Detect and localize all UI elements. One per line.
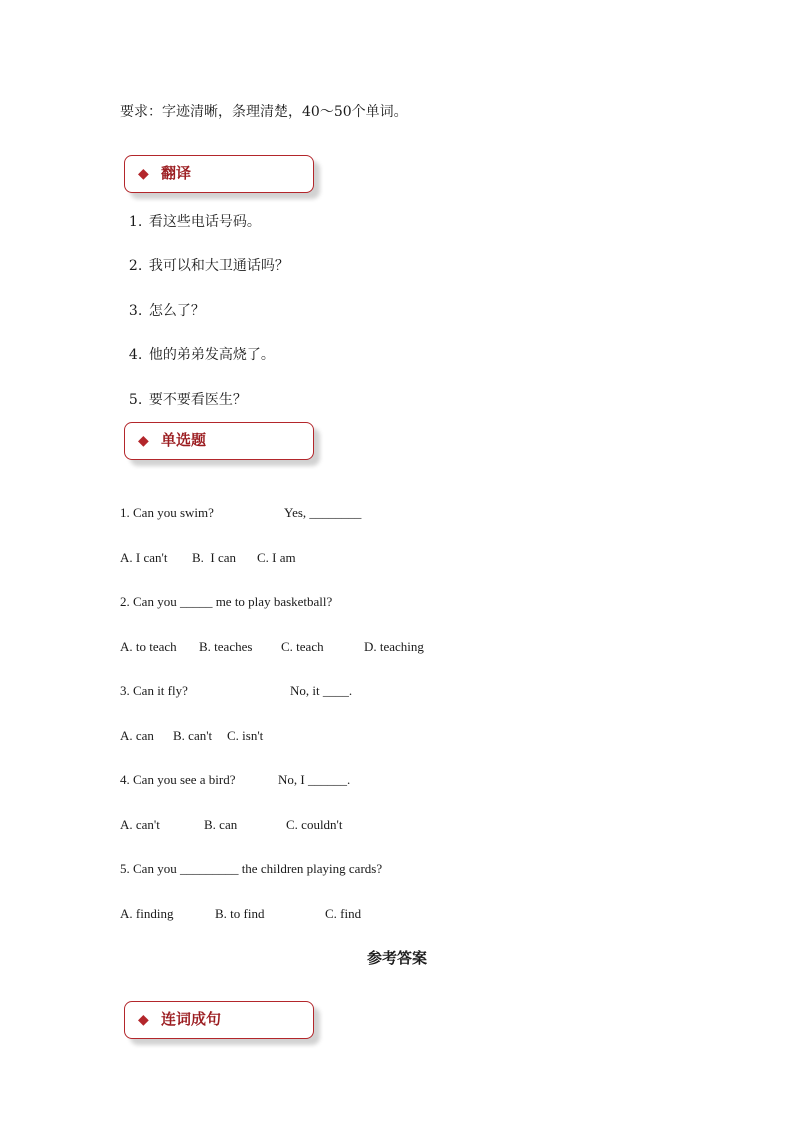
section-title: 单选题 — [161, 431, 207, 449]
item-number: 1. — [128, 214, 143, 230]
translation-item — [120, 325, 275, 365]
translation-item — [120, 281, 205, 321]
option-b: B. to find — [215, 906, 265, 921]
section-title: 翻译 — [161, 164, 192, 182]
item-number: 3. — [128, 303, 143, 319]
question-2 — [120, 593, 333, 629]
item-text: 我可以和大卫通话吗？ — [148, 258, 289, 274]
requirement-text: 要求：字迹清晰，条理清楚，40～50个单词。 — [120, 104, 408, 120]
item-text: 他的弟弟发高烧了。 — [148, 347, 275, 363]
section-title: 连词成句 — [161, 1010, 222, 1028]
option-c: C. teach — [281, 639, 324, 654]
diamond-icon: ◆ — [138, 433, 149, 449]
option-a: A. I can't — [120, 550, 168, 565]
answer-heading: 参考答案 — [366, 949, 427, 967]
item-number: 5. — [128, 392, 143, 408]
question-text: 2. Can you _____ me to play basketball? — [120, 594, 333, 609]
question-text: 1. Can you swim? — [120, 505, 214, 520]
diamond-icon: ◆ — [138, 166, 149, 182]
option-a: A. to teach — [120, 639, 177, 654]
option-b: B. can't — [173, 728, 213, 743]
option-b: B. can — [204, 817, 238, 832]
question-text: 5. Can you _________ the children playing cards? — [120, 861, 383, 876]
option-a: A. finding — [120, 906, 174, 921]
diamond-icon: ◆ — [138, 1012, 149, 1028]
translation-item — [120, 370, 247, 410]
option-d: D. teaching — [364, 639, 424, 654]
section-header-word-order — [124, 1001, 314, 1039]
translation-item — [120, 236, 289, 276]
option-c: C. isn't — [227, 728, 264, 743]
option-c: C. couldn't — [286, 817, 343, 832]
option-c: C. I am — [257, 550, 296, 565]
item-number: 4. — [128, 347, 143, 363]
question-answer-blank: No, I ______. — [278, 772, 351, 787]
item-text: 要不要看医生？ — [148, 392, 247, 408]
question-text: 4. Can you see a bird? — [120, 772, 236, 787]
section-header-translation — [124, 155, 314, 193]
question-text: 3. Can it fly? — [120, 683, 188, 698]
option-a: A. can't — [120, 817, 160, 832]
option-b: B. I can — [192, 550, 237, 565]
option-a: A. can — [120, 728, 154, 743]
item-text: 看这些电话号码。 — [148, 214, 261, 230]
question-answer-blank: No, it ____. — [290, 683, 353, 698]
question-5 — [120, 860, 383, 896]
question-answer-blank: Yes, ________ — [284, 505, 362, 520]
item-text: 怎么了？ — [148, 303, 205, 319]
option-b: B. teaches — [199, 639, 253, 654]
option-c: C. find — [325, 906, 362, 921]
translation-item — [120, 192, 261, 232]
section-header-single-choice — [124, 422, 314, 460]
item-number: 2. — [128, 258, 143, 274]
